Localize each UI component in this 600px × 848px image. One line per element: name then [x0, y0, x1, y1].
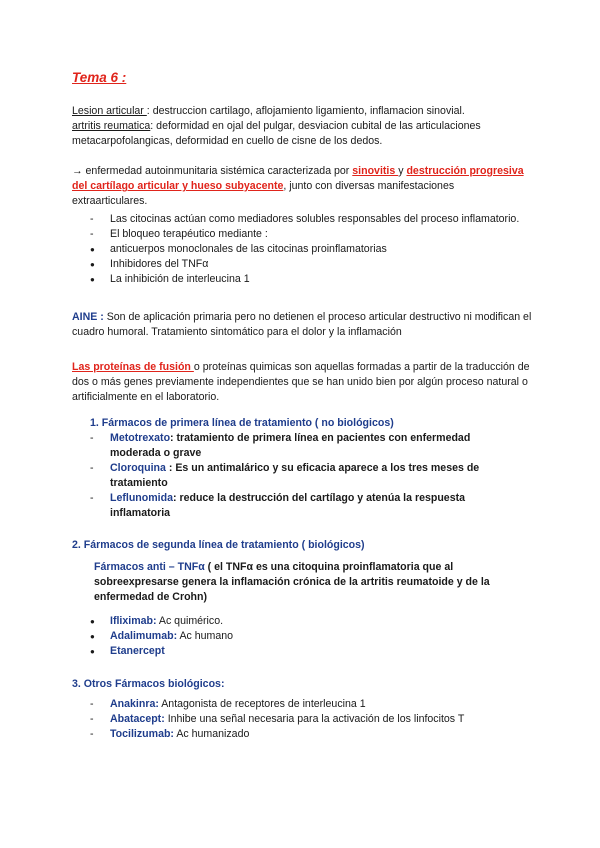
drug-name: Cloroquina — [110, 462, 166, 474]
drug-item: - Metotrexato: tratamiento de primera línea en pacientes con enfermedad moderada o grave — [90, 432, 471, 459]
definition-paragraph — [72, 164, 532, 209]
drug-item: ● Etanercept — [90, 645, 165, 657]
list-item-text: El bloqueo terapéutico mediante : — [110, 228, 268, 240]
dash-marker: - — [90, 213, 94, 225]
drug-description: : Es un antimalárico y su eficacia aparece a los tres meses de tratamiento — [110, 462, 480, 489]
lesion-colon: : — [146, 105, 150, 117]
drug-name: Leflunomida — [110, 492, 173, 504]
drug-description: : tratamiento de primera línea en pacientes con enfermedad moderada o grave — [110, 432, 471, 459]
page-title: Tema 6 : — [72, 70, 127, 85]
bullet-marker: ● — [90, 260, 95, 269]
drug-item: - Anakinra: Antagonista de receptores de interleucina 1 — [90, 698, 366, 710]
artritis-label: artritis reumatica — [72, 120, 151, 132]
drug-item: - Leflunomida: reduce la destrucción del cartílago y atenúa la respuesta inflamatoria — [90, 492, 466, 519]
drug-description: : reduce la destrucción del cartílago y atenúa la respuesta inflamatoria — [110, 492, 466, 519]
lesion-label: Lesion articular — [72, 105, 147, 117]
drug-name: Ifliximab: — [110, 615, 157, 627]
drug-item: ● Ifliximab: Ac quimérico. — [90, 615, 224, 627]
drug-description: Antagonista de receptores de interleucina 1 — [158, 698, 366, 710]
biologics-list — [90, 614, 520, 659]
definition-rest: , junto con diversas manifestaciones extraarticulares. — [72, 180, 455, 207]
drug-item: - Abatacept: Inhibe una señal necesaria para la activación de los linfocitos T — [90, 713, 465, 725]
list-item-text: La inhibición de interleucina 1 — [110, 273, 250, 285]
fusion-paragraph — [72, 360, 532, 405]
drug-name: Tocilizumab: — [110, 728, 174, 740]
aine-text: Son de aplicación primaria pero no detienen el proceso articular destructivo ni modifican el cuadro humoral. Tratamiento sintomático para el dolor y la inflamación — [72, 311, 532, 338]
fusion-label: Las proteínas de fusión — [72, 361, 194, 373]
drug-name: Abatacept: — [110, 713, 165, 725]
list-item — [90, 272, 520, 287]
drug-name: Etanercept — [110, 645, 165, 657]
artritis-text: : deformidad en ojal del pulgar, desviacion cubital de las articulaciones metacarpofolangicas, deformidad en cuello de cisne de los dedos. — [72, 120, 481, 147]
section-3-heading — [72, 677, 532, 692]
drug-description: Ac humano — [177, 630, 234, 642]
list-item — [90, 257, 520, 272]
anti-tnf-label: Fármacos anti – TNFα — [94, 561, 205, 573]
section-2-heading — [72, 538, 532, 553]
aine-label: AINE : — [72, 311, 104, 323]
section-3-heading-text: 3. Otros Fármacos biológicos: — [72, 678, 225, 690]
drug-description: Ac humanizado — [173, 728, 250, 740]
section-1-heading: 1. Fármacos de primera línea de tratamiento ( no biológicos) — [90, 417, 394, 429]
list-item — [90, 212, 520, 227]
drug-item: - Tocilizumab: Ac humanizado — [90, 728, 250, 740]
drug-name: Metotrexato — [110, 432, 171, 444]
drug-name: Anakinra: — [110, 698, 159, 710]
anti-tnf-paragraph — [94, 560, 504, 605]
sinovitis-term: sinovitis — [352, 165, 399, 177]
section-1 — [90, 416, 520, 521]
bullet-marker: ● — [90, 245, 95, 254]
other-biologics-list — [90, 697, 520, 742]
drug-name: Adalimumab: — [110, 630, 178, 642]
drug-item: ● Adalimumab: Ac humano — [90, 630, 234, 642]
section-2-heading-text: 2. Fármacos de segunda línea de tratamiento ( biológicos) — [72, 539, 365, 551]
lesion-paragraph — [72, 104, 532, 149]
aine-paragraph — [72, 310, 532, 340]
definition-arrow-text: → enfermedad autoinmunitaria sistémica caracterizada por — [72, 165, 353, 177]
drug-description: Inhibe una señal necesaria para la activación de los linfocitos T — [164, 713, 465, 725]
drug-description: Ac quimérico. — [156, 615, 224, 627]
list-item-text: Las citocinas actúan como mediadores solubles responsables del proceso inflamatorio. — [110, 213, 520, 225]
list-item — [90, 242, 520, 257]
bullet-marker: ● — [90, 275, 95, 284]
anti-tnf-text: ( el TNFα es una citoquina proinflamatoria que al sobreexpresarse genera la inflamación crónica de la artritis reumatoide y de la enfermedad de Crohn) — [94, 561, 490, 603]
list-item-text: Inhibidores del TNFα — [110, 258, 209, 270]
definition-y: y — [398, 165, 407, 177]
list-item — [90, 227, 520, 242]
dash-marker: - — [90, 228, 94, 240]
lesion-text: destruccion cartilago, aflojamiento ligamiento, inflamacion sinovial. — [149, 105, 465, 117]
fusion-text: o proteínas quimicas son aquellas formadas a partir de la traducción de dos o más genes previamente independientes que se han unido bien por algún proceso natural o artificialmente en el laboratorio. — [72, 361, 530, 403]
list-item-text: anticuerpos monoclonales de las citocinas proinflamatorias — [110, 243, 387, 255]
mechanism-list — [90, 212, 520, 287]
drug-item: - Cloroquina : Es un antimalárico y su eficacia aparece a los tres meses de tratamiento — [90, 462, 480, 489]
destruccion-term: destrucción progresiva del cartílago articular y hueso subyacente — [72, 165, 524, 192]
